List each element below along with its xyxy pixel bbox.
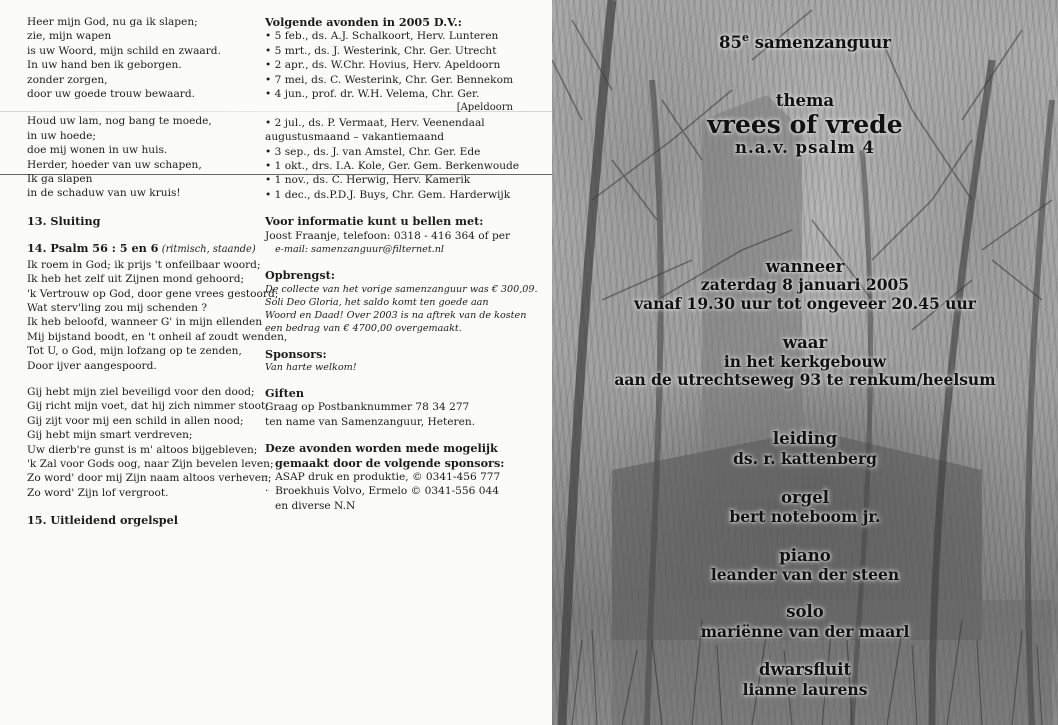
psalm-line: Ik heb het zelf uit Zijnen mond gehoord;	[27, 273, 245, 286]
hymn-line: Ik ga slapen	[27, 173, 93, 186]
schedule-break: augustusmaand – vakantiemaand	[265, 131, 445, 144]
psalm-line: Gij zijt voor mij een schild in allen nood;	[27, 414, 244, 427]
leiding-name: ds. r. kattenberg	[733, 449, 877, 468]
edition-heading	[552, 31, 1058, 52]
wanneer-label: wanneer	[765, 257, 845, 276]
schedule-continuation: [Apeldoorn	[456, 102, 513, 114]
leiding-label: leiding	[772, 429, 838, 448]
hymn-line: is uw Woord, mijn schild en zwaard.	[27, 44, 221, 57]
schedule-heading: Volgende avonden in 2005 D.V.:	[265, 15, 462, 29]
solo-name: mariënne van der maarl	[700, 622, 910, 641]
venue-address: aan de utrechtseweg 93 te renkum/heelsum	[614, 370, 996, 389]
sponsors-text: Van harte welkom!	[265, 361, 357, 373]
giften-heading: Giften	[265, 385, 305, 400]
psalm-line: Mij bijstand boodt, en 't onheil af zoudt wenden,	[27, 330, 288, 343]
hymn-line: zonder zorgen,	[27, 73, 108, 86]
schedule-item: • 3 sep., ds. J. van Amstel, Chr. Ger. Ede	[265, 145, 515, 159]
psalm-verse-6	[27, 385, 277, 500]
psalm-line: Uw dierb're gunst is m' altoos bijgebleven;	[27, 443, 258, 456]
psalm-line: Ik heb beloofd, wanneer G' in mijn ellenden	[27, 316, 263, 329]
psalm-line: Gij richt mijn voet, dat hij zich nimmer stoot;	[27, 400, 269, 413]
orgel-name: bert noteboom jr.	[729, 507, 881, 526]
schedule-item: • 5 feb., ds. A.J. Schalkoort, Herv. Lunteren	[265, 29, 515, 43]
schedule-list-2	[265, 145, 520, 203]
sponsor-line: · Broekhuis Volvo, Ermelo © 0341-556 044	[265, 484, 515, 498]
item-14-note: (ritmisch, staande)	[161, 244, 256, 256]
giften-line: ten name van Samenzanguur, Heteren.	[265, 415, 476, 428]
schedule-item: • 4 jun., prof. dr. W.H. Velema, Chr. Ger.	[265, 87, 515, 101]
schedule-item: • 1 nov., ds. C. Herwig, Herv. Kamerik	[265, 173, 515, 187]
psalm-line: Wat sterv'ling zou mij schenden ?	[27, 301, 208, 314]
hymn-line: doe mij wonen in uw huis.	[27, 144, 168, 157]
opbrengst-line: De collecte van het vorige samenzanguur was € 300,09.	[265, 283, 538, 295]
hymn-stanza-2	[27, 114, 277, 200]
item-15-heading: 15. Uitleidend orgelspel	[27, 513, 178, 528]
event-time: vanaf 19.30 uur tot ongeveer 20.45 uur	[634, 294, 976, 313]
psalm-line: Tot U, o God, mijn lofzang op te zenden,	[27, 345, 242, 358]
sponsors-heading: Sponsors:	[265, 346, 327, 361]
solo-label: solo	[786, 602, 824, 621]
hymn-line: zie, mijn wapen	[27, 30, 112, 43]
edition-text: samenzanguur	[749, 33, 891, 52]
giften-line: Graag op Postbanknummer 78 34 277	[265, 401, 470, 414]
orgel-label: orgel	[780, 488, 829, 507]
hymn-stanza-1	[27, 15, 277, 101]
psalm-line: 'k Vertrouw op God, door gene vrees gestoord;	[27, 287, 279, 300]
hymn-line: in de schaduw van uw kruis!	[27, 187, 181, 200]
venue: in het kerkgebouw	[723, 352, 887, 371]
schedule-item: • 1 dec., ds.P.D.J. Buys, Chr. Gem. Harderwijk	[265, 188, 515, 202]
opbrengst-line: Soli Deo Gloria, het saldo komt ten goede aan	[265, 296, 489, 308]
psalm-verse-5	[27, 258, 288, 373]
item-14-heading	[27, 241, 277, 257]
waar-label: waar	[782, 333, 828, 352]
middle-column	[265, 15, 538, 513]
schedule-item: • 7 mei, ds. C. Westerink, Chr. Ger. Bennekom	[265, 73, 515, 87]
dwarsfluit-name: lianne laurens	[742, 680, 868, 699]
hymn-line: Houd uw lam, nog bang te moede,	[27, 115, 212, 128]
edition-suffix: e	[742, 31, 749, 44]
sponsor-line: · ASAP druk en produktie, © 0341-456 777	[265, 470, 515, 484]
cover-subtitle: n.a.v. psalm 4	[734, 138, 876, 157]
cover-photo-background	[552, 0, 1058, 725]
schedule-item: • 2 jul., ds. P. Vermaat, Herv. Veenendaal	[265, 116, 515, 130]
info-email: e-mail: samenzanguur@filternet.nl	[275, 244, 444, 256]
schedule-item: • 2 apr., ds. W.Chr. Hovius, Herv. Apeldoorn	[265, 58, 515, 72]
sponsor-line-last	[265, 499, 515, 513]
mogelijk-heading-2: gemaakt door de volgende sponsors:	[275, 455, 505, 470]
schedule-item: • 1 okt., drs. I.A. Kole, Ger. Gem. Berkenwoude	[265, 159, 515, 173]
item-13-heading: 13. Sluiting	[27, 213, 101, 228]
sponsor-line-nn: N.N	[334, 499, 356, 512]
thema-label: thema	[775, 91, 835, 110]
psalm-line: 'k Zal voor Gods oog, naar Zijn bevelen leven;	[27, 457, 274, 470]
opbrengst-line: Woord en Daad! Over 2003 is na aftrek van de kosten	[265, 309, 527, 321]
psalm-line: Zo word' Zijn lof vergroot.	[27, 486, 169, 499]
item-14-title: 14. Psalm 56 : 5 en 6	[27, 241, 159, 256]
psalm-line: Door ijver aangespoord.	[27, 359, 157, 372]
dwarsfluit-label: dwarsfluit	[758, 660, 852, 679]
psalm-line: Gij hebt mijn smart verdreven;	[27, 429, 193, 442]
schedule-list	[265, 29, 515, 101]
piano-label: piano	[779, 546, 831, 565]
opbrengst-heading: Opbrengst:	[265, 268, 335, 283]
event-date: zaterdag 8 januari 2005	[700, 275, 910, 294]
opbrengst-line: een bedrag van € 4700,00 overgemaakt.	[265, 322, 462, 334]
cover-title: vrees of vrede	[707, 110, 903, 139]
info-line: Joost Fraanje, telefoon: 0318 - 416 364 of per	[265, 229, 511, 242]
piano-name: leander van der steen	[710, 565, 900, 584]
hymn-line: Herder, hoeder van uw schapen,	[27, 158, 202, 171]
info-heading: Voor informatie kunt u bellen met:	[265, 214, 484, 229]
psalm-line: Zo word' door mij Zijn naam altoos verheven;	[27, 472, 272, 485]
opbrengst-text	[265, 283, 538, 335]
edition-number: 85	[719, 33, 742, 52]
mogelijk-heading: Deze avonden worden mede mogelijk	[265, 441, 498, 456]
hymn-line: door uw goede trouw bewaard.	[27, 88, 195, 101]
hymn-line: In uw hand ben ik geborgen.	[27, 59, 182, 72]
psalm-line: Gij hebt mijn ziel beveiligd voor den dood;	[27, 385, 255, 398]
hymn-line: in uw hoede;	[27, 129, 96, 142]
sponsor-line-prefix: en diverse	[275, 499, 335, 512]
hymn-line: Heer mijn God, nu ga ik slapen;	[27, 16, 198, 28]
psalm-line: Ik roem in God; ik prijs 't onfeilbaar woord;	[27, 258, 261, 271]
schedule-item: • 5 mrt., ds. J. Westerink, Chr. Ger. Utrecht	[265, 44, 515, 58]
